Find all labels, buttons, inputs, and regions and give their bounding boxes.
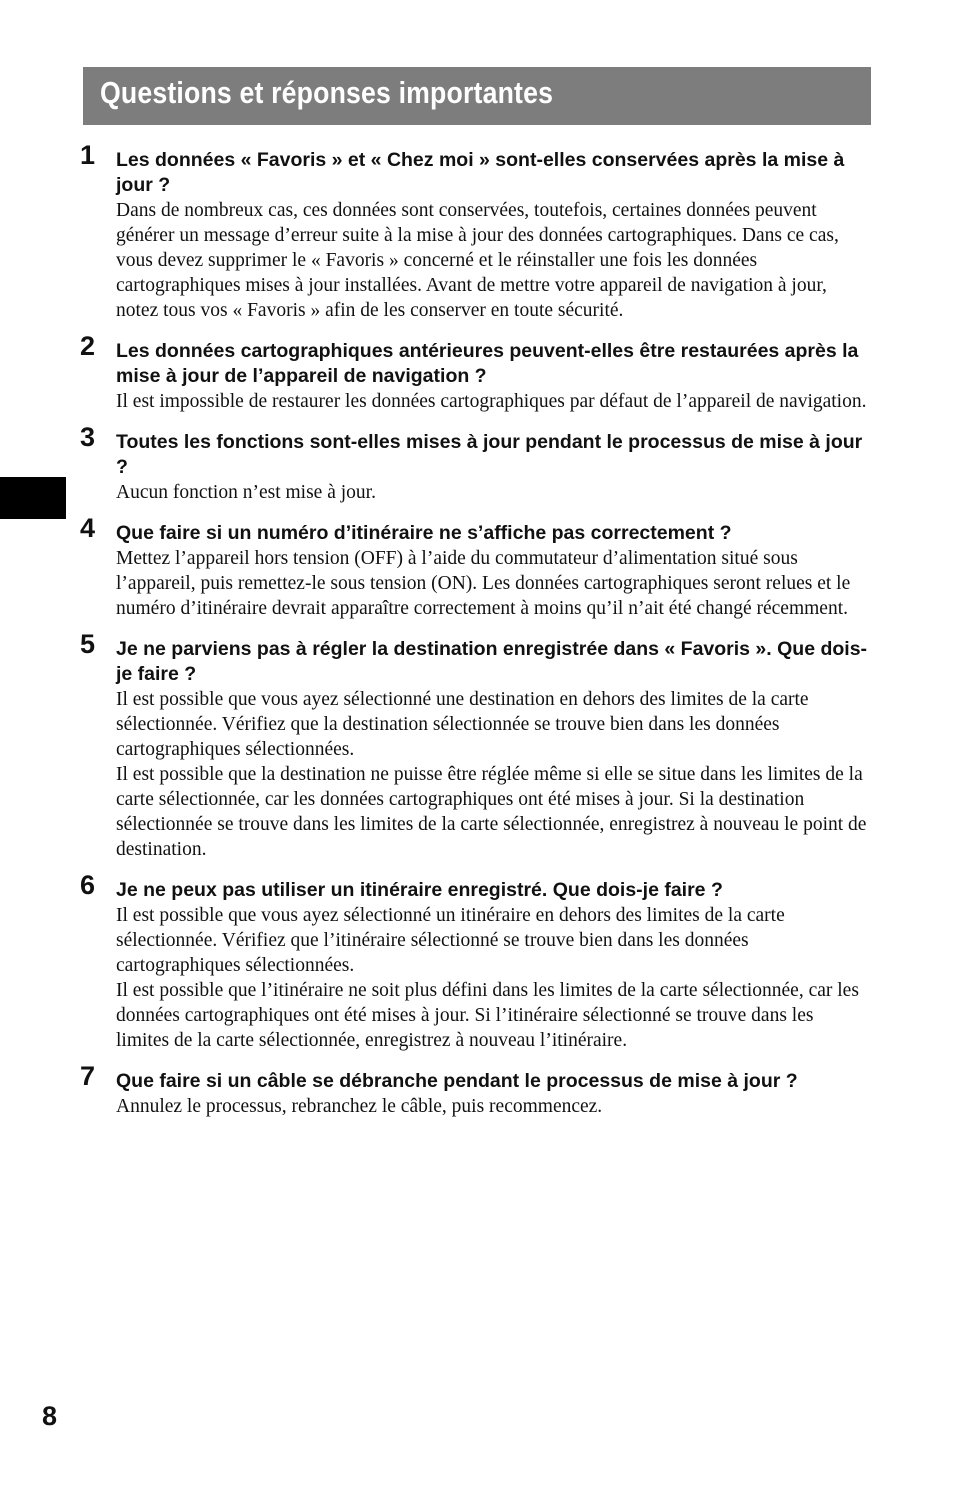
answer-text: Annulez le processus, rebranchez le câble, puis recommencez.	[116, 1096, 603, 1117]
question-text: Les données cartographiques antérieures peuvent-elles être restaurées après la mise à jour de l’appareil de navigation ?	[116, 340, 859, 387]
answer-text: Il est possible que la destination ne puisse être réglée même si elle se situe dans les limites de la carte sélectionnée, car les données cartographiques ont été mises à jour. Si la destination sélectionnée se trouve dans les limites de la carte sélectionnée, enregistrez à nouveau le point de destination.	[116, 764, 867, 860]
qa-item-2	[80, 331, 870, 414]
section-title-bar	[83, 67, 871, 125]
page-title: Questions et réponses importantes	[100, 75, 554, 110]
answer-text: Il est possible que l’itinéraire ne soit plus défini dans les limites de la carte sélectionnée, car les données cartographiques ont été mises à jour. Si l’itinéraire sélectionné se trouve dans les limites de la carte sélectionnée, enregistrez à nouveau l’itinéraire.	[116, 980, 859, 1051]
question-number: 1	[80, 140, 96, 170]
answer-text: Dans de nombreux cas, ces données sont conservées, toutefois, certaines données peuvent générer un message d’erreur suite à la mise à jour des données cartographiques. Dans ce cas, vous devez supprimer le « Favoris » concerné et le réinstaller une fois les données cartographiques mises à jour installées. Avant de mettre votre appareil de navigation à jour, notez tous vos « Favoris » afin de les conserver en toute sécurité.	[116, 200, 839, 321]
answer-text: Mettez l’appareil hors tension (OFF) à l’aide du commutateur d’alimentation situé sous l’appareil, puis remettez-le sous tension (ON). Les données cartographiques seront relues et le numéro d’itinéraire devrait apparaître correctement à moins qu’il n’ait été changé récemment.	[116, 548, 851, 619]
qa-list	[80, 140, 870, 1130]
answer-text: Il est possible que vous ayez sélectionné une destination en dehors des limites de la carte sélectionnée. Vérifiez que la destination sélectionnée se trouve bien dans les données cartographiques sélectionnées.	[116, 689, 809, 760]
qa-item-4	[80, 513, 870, 621]
page-number: 8	[42, 1401, 58, 1431]
question-text: Je ne peux pas utiliser un itinéraire enregistré. Que dois-je faire ?	[116, 879, 723, 901]
question-number: 2	[80, 331, 96, 361]
answer-text: Aucun fonction n’est mise à jour.	[116, 482, 376, 503]
qa-item-5	[80, 629, 870, 862]
question-number: 5	[80, 629, 96, 659]
qa-item-6	[80, 870, 870, 1053]
answer-text: Il est possible que vous ayez sélectionné un itinéraire en dehors des limites de la carte sélectionnée. Vérifiez que l’itinéraire sélectionné se trouve bien dans les données cartographiques sélectionnées.	[116, 905, 785, 976]
question-text: Que faire si un câble se débranche pendant le processus de mise à jour ?	[116, 1070, 798, 1092]
question-text: Les données « Favoris » et « Chez moi » sont-elles conservées après la mise à jour ?	[116, 149, 845, 196]
question-number: 6	[80, 870, 96, 900]
section-tab-marker	[0, 477, 66, 519]
question-text: Que faire si un numéro d’itinéraire ne s’affiche pas correctement ?	[116, 522, 732, 544]
question-number: 7	[80, 1061, 96, 1091]
question-text: Je ne parviens pas à régler la destination enregistrée dans « Favoris ». Que dois-je faire ?	[116, 638, 868, 685]
answer-text: Il est impossible de restaurer les données cartographiques par défaut de l’appareil de navigation.	[116, 391, 867, 412]
qa-item-7	[80, 1061, 870, 1119]
question-number: 4	[80, 513, 96, 543]
question-text: Toutes les fonctions sont-elles mises à jour pendant le processus de mise à jour ?	[116, 431, 863, 478]
qa-item-3	[80, 422, 870, 505]
qa-item-1	[80, 140, 870, 323]
question-number: 3	[80, 422, 96, 452]
